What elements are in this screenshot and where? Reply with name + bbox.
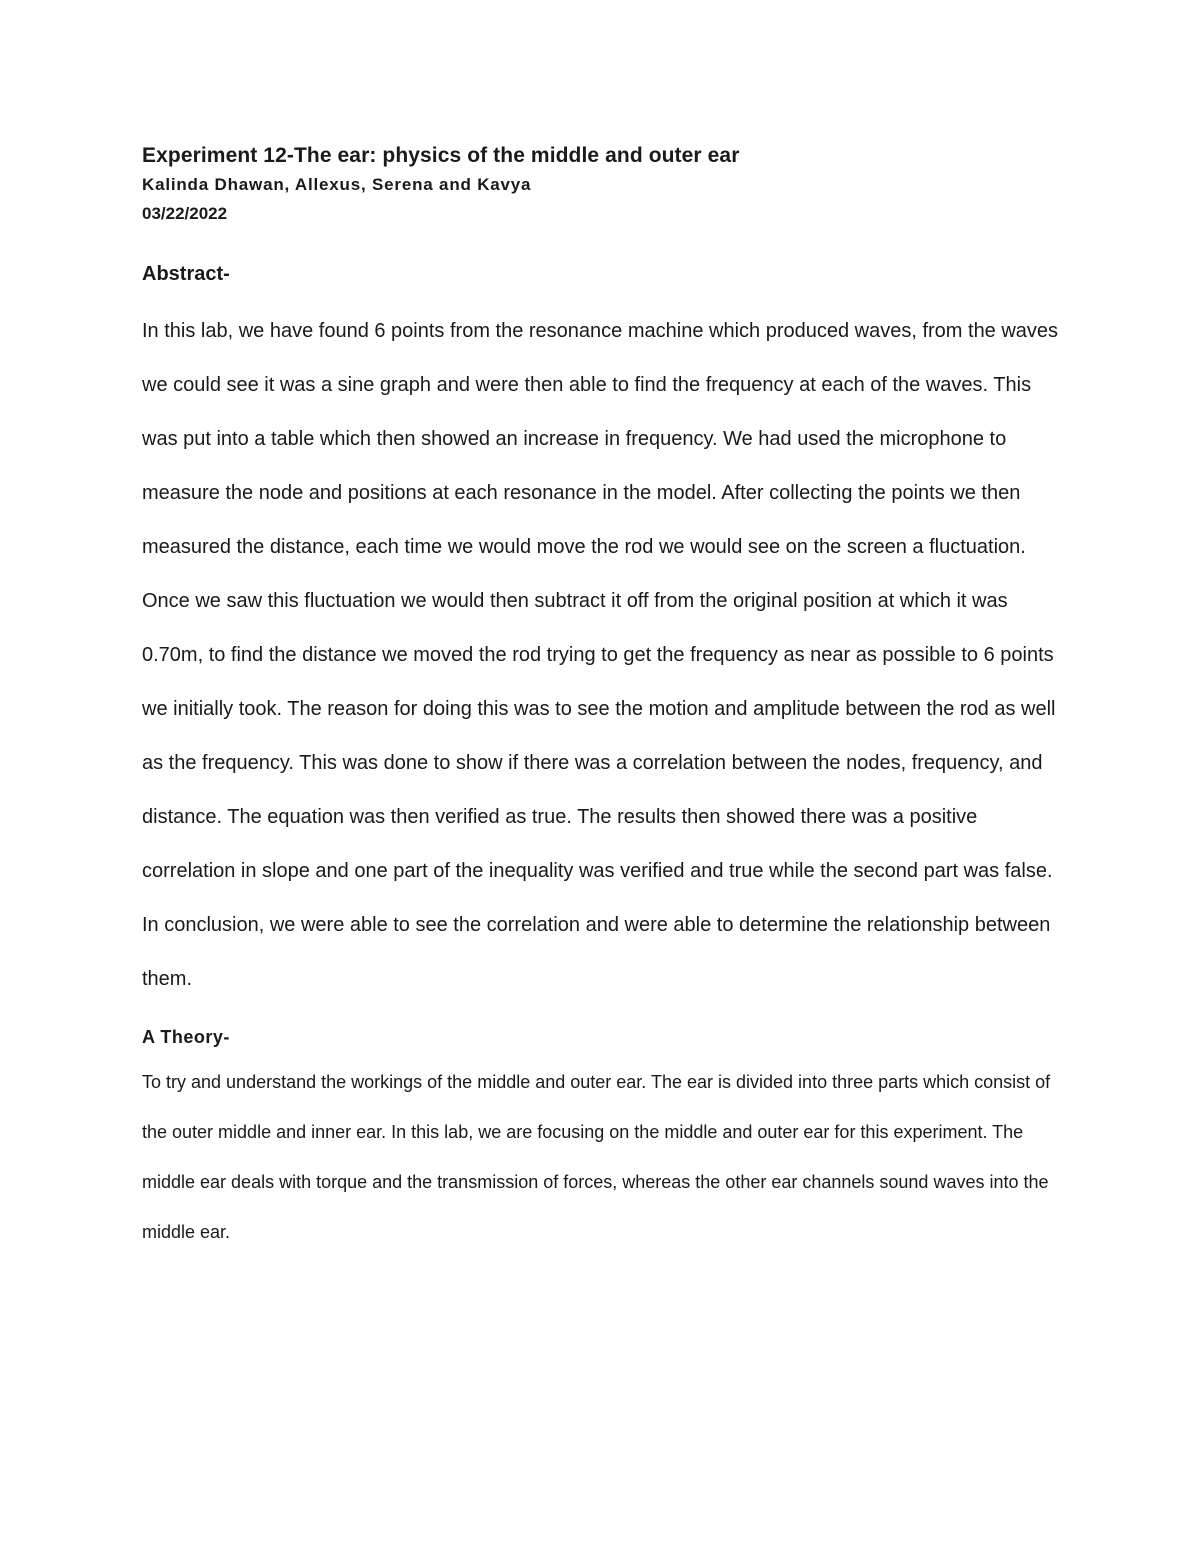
document-title: Experiment 12-The ear: physics of the middle and outer ear — [142, 144, 740, 167]
theory-heading: A Theory- — [142, 1027, 230, 1047]
abstract-paragraph: In this lab, we have found 6 points from the resonance machine which produced waves, from the waves we could see it was a sine graph and were then able to find the frequency at each of the waves. This was put into a table which then showed an increase in frequency. We had used the microphone to measure the node and positions at each resonance in the model. After collecting the points we then measured the distance, each time we would move the rod we would see on the screen a fluctuation. Once we saw this fluctuation we would then subtract it off from the original position at which it was 0.70m, to find the distance we moved the rod trying to get the frequency as near as possible to 6 points we initially took. The reason for doing this was to see the motion and amplitude between the rod as well as the frequency. This was done to show if there was a correlation between the nodes, frequency, and distance. The equation was then verified as true. The results then showed there was a positive correlation in slope and one part of the inequality was verified and true while the second part was false. In conclusion, we were able to see the correlation and were able to determine the relationship between them. — [142, 320, 1059, 990]
document-authors: Kalinda Dhawan, Allexus, Serena and Kavya — [142, 175, 532, 194]
abstract-heading: Abstract- — [142, 263, 230, 285]
theory-paragraph: To try and understand the workings of the middle and outer ear. The ear is divided into three parts which consist of the outer middle and inner ear. In this lab, we are focusing on the middle and outer ear for this experiment. The middle ear deals with torque and the transmission of forces, whereas the other ear channels sound waves into the middle ear. — [142, 1072, 1051, 1242]
document-date: 03/22/2022 — [142, 204, 228, 223]
document-content — [142, 141, 1072, 1257]
